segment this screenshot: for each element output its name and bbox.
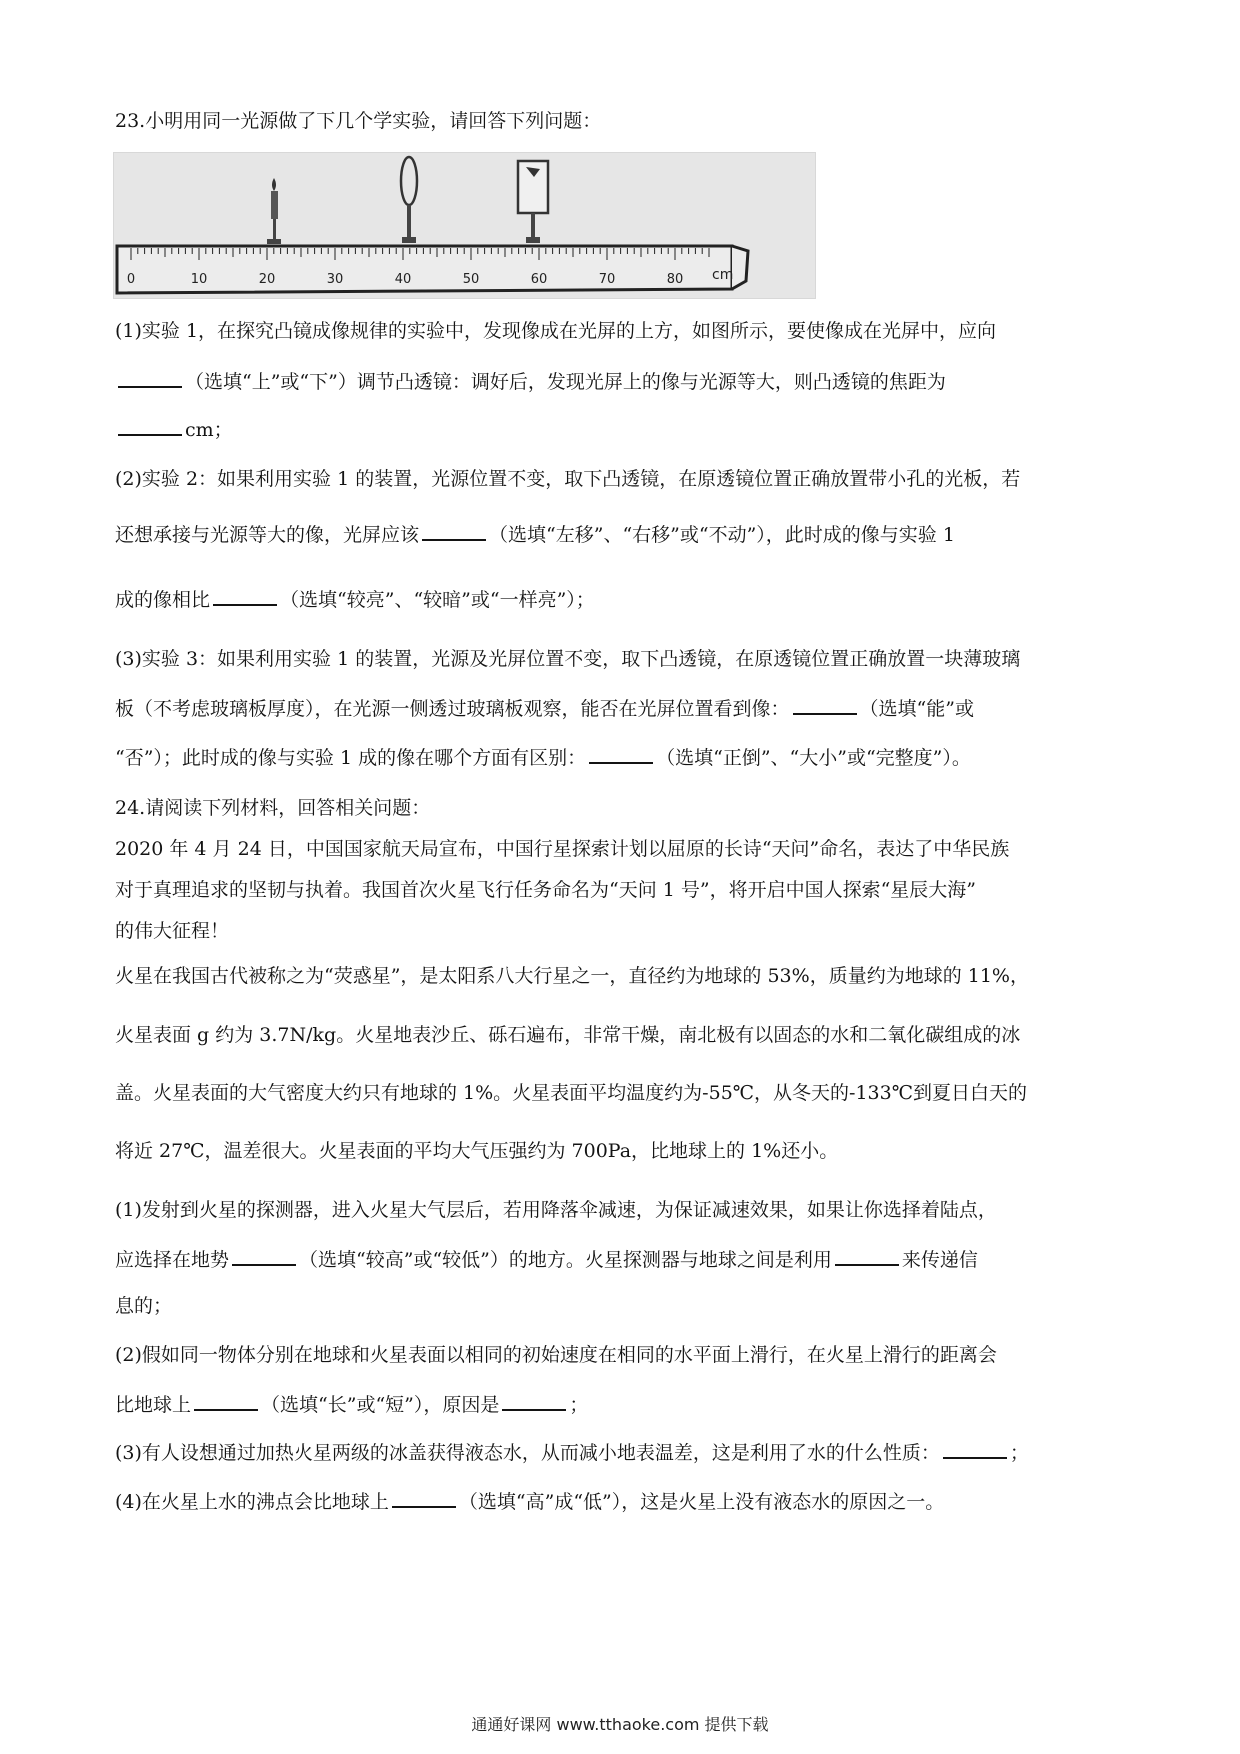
q24-s1-line2-text-a: 应选择在地势 bbox=[115, 1249, 230, 1271]
q24-s2-line2-text-a: 比地球上 bbox=[115, 1394, 192, 1416]
answer-blank[interactable] bbox=[589, 743, 653, 764]
q24-material2-line2: 火星表面 g 约为 3.7N/kg。火星地表沙丘、砾石遍布，非常干燥，南北极有以固态的水和二氧化碳组成的冰 bbox=[115, 1024, 1021, 1046]
ruler-unit-label: cm bbox=[712, 267, 734, 283]
q24-s3-line1-text-a: (3)有人设想通过加热火星两级的冰盖获得液态水，从而减小地表温差，这是利用了水的什么性质： bbox=[115, 1442, 940, 1464]
ruler-tick-label: 20 bbox=[258, 272, 276, 287]
q23-p2-line3 bbox=[115, 585, 1130, 613]
q23-p3-line1: (3)实验 3：如果利用实验 1 的装置，光源及光屏位置不变，取下凸透镜，在原透镜位置正确放置一块薄玻璃 bbox=[115, 648, 1021, 670]
q24-s2-line2-text-c: ； bbox=[569, 1394, 589, 1416]
ruler-tick-label: 60 bbox=[530, 272, 548, 287]
optical-bench-diagram bbox=[114, 153, 815, 298]
q24-material2-line3: 盖。火星表面的大气密度大约只有地球的 1%。火星表面平均温度约为-55℃，从冬天的-133℃到夏日白天的 bbox=[115, 1082, 1027, 1104]
candle-icon bbox=[267, 178, 281, 244]
answer-blank[interactable] bbox=[118, 367, 182, 388]
convex-lens-icon bbox=[401, 157, 417, 243]
q23-p3-line3 bbox=[115, 743, 1130, 771]
q23-p1-line3 bbox=[115, 415, 1130, 443]
answer-blank[interactable] bbox=[194, 1390, 258, 1411]
q24-material2-line4: 将近 27℃，温差很大。火星表面的平均大气压强约为 700Pa，比地球上的 1%还小。 bbox=[115, 1140, 839, 1162]
answer-blank[interactable] bbox=[835, 1245, 899, 1266]
q24-s4-line1-text-a: (4)在火星上水的沸点会比地球上 bbox=[115, 1491, 389, 1513]
q24-material2-line1: 火星在我国古代被称之为“荧惑星”，是太阳系八大行星之一，直径约为地球的 53%，质量约为地球的 11%， bbox=[115, 965, 1029, 987]
q24-material1-line2: 对于真理追求的坚韧与执着。我国首次火星飞行任务命名为“天问 1 号”，将开启中国人探索“星辰大海” bbox=[115, 879, 977, 901]
answer-blank[interactable] bbox=[392, 1487, 456, 1508]
answer-blank[interactable] bbox=[943, 1438, 1007, 1459]
q24-s1-line2-text-b: （选填“较高”或“较低”）的地方。火星探测器与地球之间是利用 bbox=[299, 1249, 832, 1271]
q23-p3-line2-text-b: （选填“能”或 bbox=[859, 698, 974, 720]
ruler-tick-label: 70 bbox=[598, 272, 616, 287]
q23-title: 23.小明用同一光源做了下几个学实验，请回答下列问题： bbox=[115, 110, 602, 132]
q24-s2-line2 bbox=[115, 1390, 1130, 1418]
q24-material1-line3: 的伟大征程！ bbox=[115, 920, 230, 942]
q24-s4-line1 bbox=[115, 1487, 1130, 1515]
q23-p1-line2 bbox=[115, 367, 1130, 395]
q23-p2-line2-text-a: 还想承接与光源等大的像，光屏应该 bbox=[115, 524, 420, 546]
q24-s2-line1: (2)假如同一物体分别在地球和火星表面以相同的初始速度在相同的水平面上滑行，在火星上滑行的距离会 bbox=[115, 1344, 997, 1366]
ruler-tick-label: 10 bbox=[190, 272, 208, 287]
ruler-tick-label: 0 bbox=[126, 272, 136, 287]
q24-s2-line2-text-b: （选填“长”或“短”），原因是 bbox=[261, 1394, 500, 1416]
q23-p2-line3-text-a: 成的像相比 bbox=[115, 589, 211, 611]
q24-s4-line1-text-b: （选填“高”成“低”），这是火星上没有液态水的原因之一。 bbox=[458, 1491, 945, 1513]
q24-title: 24.请阅读下列材料，回答相关问题： bbox=[115, 797, 431, 819]
q23-p2-line3-text-b: （选填“较亮”、“较暗”或“一样亮”）； bbox=[280, 589, 595, 611]
light-screen-icon bbox=[518, 161, 548, 243]
ruler bbox=[117, 246, 748, 293]
q23-p3-line3-text-b: （选填“正倒”、“大小”或“完整度”）。 bbox=[656, 747, 971, 769]
answer-blank[interactable] bbox=[213, 585, 277, 606]
q24-s1-line2-text-c: 来传递信 bbox=[901, 1249, 978, 1271]
q23-p2-line2 bbox=[115, 520, 1130, 548]
q23-p2-line2-text-b: （选填“左移”、“右移”或“不动”），此时成的像与实验 1 bbox=[489, 524, 955, 546]
q23-p2-line1: (2)实验 2：如果利用实验 1 的装置，光源位置不变，取下凸透镜，在原透镜位置正确放置带小孔的光板，若 bbox=[115, 468, 1021, 490]
optical-bench-figure bbox=[113, 152, 816, 299]
q23-p3-line2-text-a: 板（不考虑玻璃板厚度），在光源一侧透过玻璃板观察，能否在光屏位置看到像： bbox=[115, 698, 790, 720]
q23-p1-line1: (1)实验 1，在探究凸镜成像规律的实验中，发现像成在光屏的上方，如图所示，要使像成在光屏中，应向 bbox=[115, 320, 997, 342]
q24-s3-line1-text-b: ； bbox=[1009, 1442, 1029, 1464]
q23-p3-line3-text-a: “否”）；此时成的像与实验 1 成的像在哪个方面有区别： bbox=[115, 747, 587, 769]
q23-p1-line3-text: cm； bbox=[185, 419, 233, 441]
q24-s1-line2 bbox=[115, 1245, 1130, 1273]
ruler-tick-label: 40 bbox=[394, 272, 412, 287]
page-footer: 通通好课网 www.tthaoke.com 提供下载 bbox=[471, 1715, 769, 1734]
answer-blank[interactable] bbox=[118, 415, 182, 436]
q23-p1-line2-text: （选填“上”或“下”）调节凸透镜：调好后，发现光屏上的像与光源等大，则凸透镜的焦距为 bbox=[185, 371, 946, 393]
answer-blank[interactable] bbox=[793, 694, 857, 715]
answer-blank[interactable] bbox=[422, 520, 486, 541]
ruler-tick-label: 80 bbox=[666, 272, 684, 287]
q24-s1-line3: 息的； bbox=[115, 1295, 173, 1317]
ruler-tick-label: 30 bbox=[326, 272, 344, 287]
q24-s3-line1 bbox=[115, 1438, 1130, 1466]
ruler-tick-label: 50 bbox=[462, 272, 480, 287]
q23-p3-line2 bbox=[115, 694, 1130, 722]
q24-s1-line1: (1)发射到火星的探测器，进入火星大气层后，若用降落伞减速，为保证减速效果，如果让你选择着陆点， bbox=[115, 1199, 997, 1221]
answer-blank[interactable] bbox=[502, 1390, 566, 1411]
answer-blank[interactable] bbox=[232, 1245, 296, 1266]
q24-material1-line1: 2020 年 4 月 24 日，中国国家航天局宣布，中国行星探索计划以屈原的长诗“天问”命名，表达了中华民族 bbox=[115, 838, 1010, 860]
